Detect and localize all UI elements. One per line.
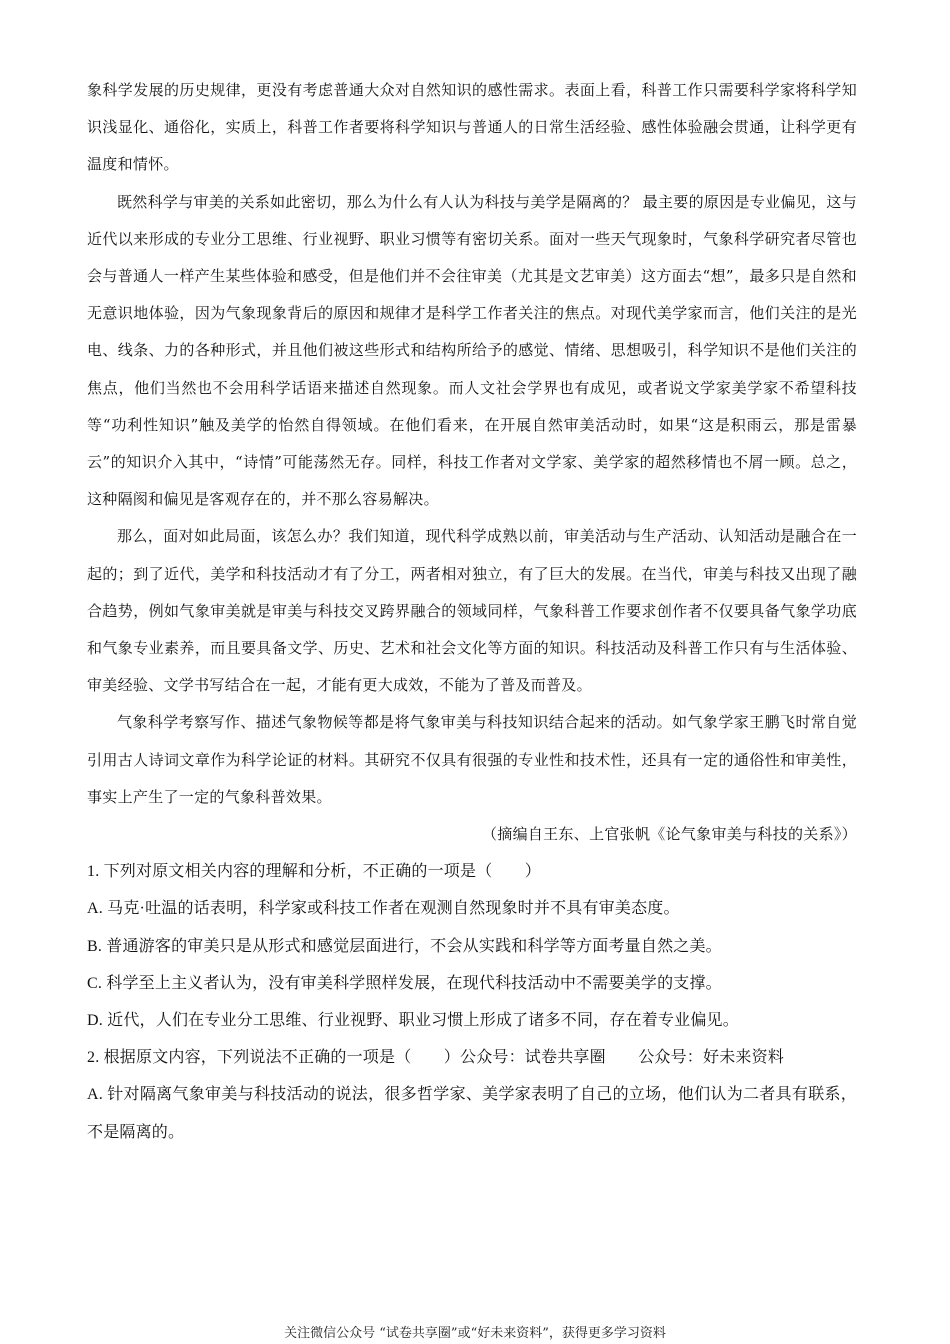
question-2-option-a: A. 针对隔离气象审美与科技活动的说法，很多哲学家、美学家表明了自己的立场，他们认为二者具有联系，不是隔离的。 <box>87 1086 857 1141</box>
question-2: 2. 根据原文内容，下列说法不正确的一项是（ ）公众号：试卷共享圈 公众号：好未来资料 <box>87 1049 785 1067</box>
question-1-option-d: D. 近代，人们在专业分工思维、行业视野、职业习惯上形成了诸多不同，存在着专业偏见。 <box>87 1012 739 1030</box>
page-footer: 关注微信公众号 “试卷共享圈”或“好未来资料”，获得更多学习资料 <box>284 1326 666 1341</box>
article-source: （摘编自王东、上官张帆《论气象审美与科技的关系》） <box>481 825 857 844</box>
article-paragraph-4: 气象科学考察写作、描述气象物候等都是将气象审美与科技知识结合起来的活动。如气象学家王鹏飞时常自觉引用古人诗词文章作为科学论证的材料。其研究不仅具有很强的专业性和技术性，还具有一定的通俗性和审美性，事实上产生了一定的气象科普效果。 <box>87 713 857 806</box>
article-paragraph-2: 既然科学与审美的关系如此密切，那么为什么有人认为科技与美学是隔离的？ 最主要的原因是专业偏见，这与近代以来形成的专业分工思维、行业视野、职业习惯等有密切关系。面对一些天气现象时，气象科学研究者尽管也会与普通人一样产生某些体验和感受，但是他们并不会往审美（尤其是文艺审美）这方面去“想”，最多只是自然和无意识地体验，因为气象现象背后的原因和规律才是科学工作者关注的焦点。对现代美学家而言，他们关注的是光电、线条、力的各种形式，并且他们被这些形式和结构所给予的感觉、情绪、思想吸引，科学知识不是他们关注的焦点，他们当然也不会用科学话语来描述自然现象。而人文社会学界也有成见，或者说文学家美学家不希望科技等“功利性知识”触及美学的怡然自得领域。在他们看来，在开展自然审美活动时，如果“这是积雨云，那是雷暴云”的知识介入其中，“诗情”可能荡然无存。同样，科技工作者对文学家、美学家的超然移情也不屑一顾。总之，这种隔阂和偏见是客观存在的，并不那么容易解决。 <box>87 192 857 509</box>
question-1-option-a: A. 马克·吐温的话表明，科学家或科技工作者在观测自然现象时并不具有审美态度。 <box>87 900 680 918</box>
article-paragraph-3: 那么，面对如此局面，该怎么办？我们知道，现代科学成熟以前，审美活动与生产活动、认知活动是融合在一起的；到了近代，美学和科技活动才有了分工，两者相对独立，有了巨大的发展。在当代，审美与科技又出现了融合趋势，例如气象审美就是审美与科技交叉跨界融合的领域同样，气象科普工作要求创作者不仅要具备气象学功底和气象专业素养，而且要具备文学、历史、艺术和社会文化等方面的知识。科技活动及科普工作只有与生活体验、审美经验、文学书写结合在一起，才能有更大成效，不能为了普及而普及。 <box>87 527 857 695</box>
question-1-option-c: C. 科学至上主义者认为，没有审美科学照样发展，在现代科技活动中不需要美学的支撑。 <box>87 974 722 992</box>
article-paragraph-1: 象科学发展的历史规律，更没有考虑普通大众对自然知识的感性需求。表面上看，科普工作只需要科学家将科学知识浅显化、通俗化，实质上，科普工作者要将科学知识与普通人的日常生活经验、感性体验融会贯通，让科学更有温度和情怀。 <box>87 81 857 174</box>
question-1-option-b: B. 普通游客的审美只是从形式和感觉层面进行，不会从实践和科学等方面考量自然之美。 <box>87 937 722 955</box>
question-1: 1. 下列对原文相关内容的理解和分析，不正确的一项是（ ） <box>87 863 542 881</box>
document-body <box>87 72 857 1151</box>
